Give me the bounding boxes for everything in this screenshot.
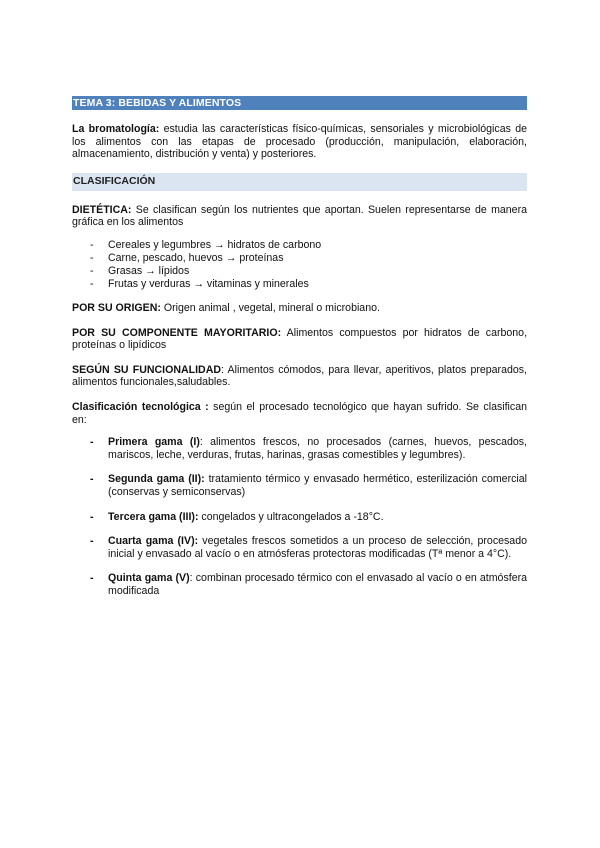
gama-item: [72, 535, 527, 560]
origen-term: POR SU ORIGEN:: [72, 301, 161, 314]
tecnologica-text: según el procesado tecnológico que hayan sufrido. Se clasifican en:: [72, 400, 527, 426]
dash-bullet: -: [90, 572, 94, 585]
dash-bullet: -: [90, 436, 94, 449]
dash-bullet: -: [90, 535, 94, 548]
gama-text: : alimentos frescos, no procesados (carnes, huevos, pescados, mariscos, leche, verduras, frutas, harinas, grasas comestibles y legumbres).: [108, 436, 527, 461]
gama-item: [72, 511, 527, 524]
dietetica-text: Se clasifican según los nutrientes que aportan. Suelen representarse de manera gráfica en los alimentos: [72, 203, 527, 229]
mayoritario-paragraph: [72, 327, 527, 352]
dash-bullet: -: [90, 473, 94, 486]
gamas-list: [72, 436, 527, 597]
dietetica-paragraph: [72, 204, 527, 229]
list-item: [72, 252, 527, 265]
dietetica-list: [72, 239, 527, 291]
intro-term: La bromatología:: [72, 123, 160, 135]
dash-bullet: -: [90, 277, 94, 290]
tecnologica-term: Clasificación tecnológica :: [72, 400, 209, 413]
classification-section-bar: CLASIFICACIÓN: [72, 173, 527, 191]
document-content: [72, 96, 527, 609]
funcionalidad-text: : Alimentos cómodos, para llevar, aperitivos, platos preparados, alimentos funcionales,saludables.: [72, 363, 527, 389]
funcionalidad-paragraph: [72, 364, 527, 389]
gama-term: Quinta gama (V): [108, 572, 190, 585]
intro-text: estudia las características físico-químicas, sensoriales y microbiológicas de los alimentos con las etapas de procesado (producción, manipulación, elaboración, almacenamiento, distribución y venta) y posteriores.: [72, 123, 527, 161]
gama-text: congelados y ultracongelados a -18°C.: [198, 510, 384, 523]
gama-text: : combinan procesado térmico con el envasado al vacío o en atmósfera modificada: [108, 572, 527, 597]
gama-item: [72, 473, 527, 498]
gama-text: vegetales frescos sometidos a un proceso de selección, procesado inicial y envasado al vacío o en atmósferas protectoras modificadas (Tª menor a 4°C).: [108, 535, 527, 560]
gama-term: Cuarta gama (IV):: [108, 535, 199, 548]
gama-term: Tercera gama (III):: [108, 510, 199, 523]
funcionalidad-term: SEGÚN SU FUNCIONALIDAD: [72, 363, 222, 376]
gama-item: [72, 436, 527, 461]
list-item-text: Cereales y legumbres → hidratos de carbono: [108, 238, 322, 251]
gama-item: [72, 572, 527, 597]
list-item: [72, 278, 527, 291]
intro-paragraph: [72, 123, 527, 161]
topic-title-bar: TEMA 3: BEBIDAS Y ALIMENTOS: [72, 96, 527, 110]
dietetica-term: DIETÉTICA:: [72, 203, 132, 216]
origen-text: Origen animal , vegetal, mineral o microbiano.: [160, 301, 380, 314]
mayoritario-term: POR SU COMPONENTE MAYORITARIO:: [72, 326, 282, 339]
dash-bullet: -: [90, 251, 94, 264]
origen-paragraph: [72, 302, 527, 315]
mayoritario-text: Alimentos compuestos por hidratos de carbono, proteínas o lipídicos: [72, 326, 528, 352]
dash-bullet: -: [90, 238, 94, 251]
gama-term: Primera gama (I): [108, 436, 200, 449]
gama-text: tratamiento térmico y envasado hermético, esterilización comercial (conservas y semiconservas): [108, 473, 527, 498]
gama-term: Segunda gama (II):: [108, 473, 205, 486]
list-item: [72, 265, 527, 278]
tecnologica-paragraph: [72, 401, 527, 426]
list-item-text: Grasas → lípidos: [108, 264, 190, 277]
list-item-text: Frutas y verduras → vitaminas y minerales: [108, 277, 309, 290]
dash-bullet: -: [90, 264, 94, 277]
list-item: [72, 239, 527, 252]
list-item-text: Carne, pescado, huevos → proteínas: [108, 251, 284, 264]
dash-bullet: -: [90, 510, 94, 523]
